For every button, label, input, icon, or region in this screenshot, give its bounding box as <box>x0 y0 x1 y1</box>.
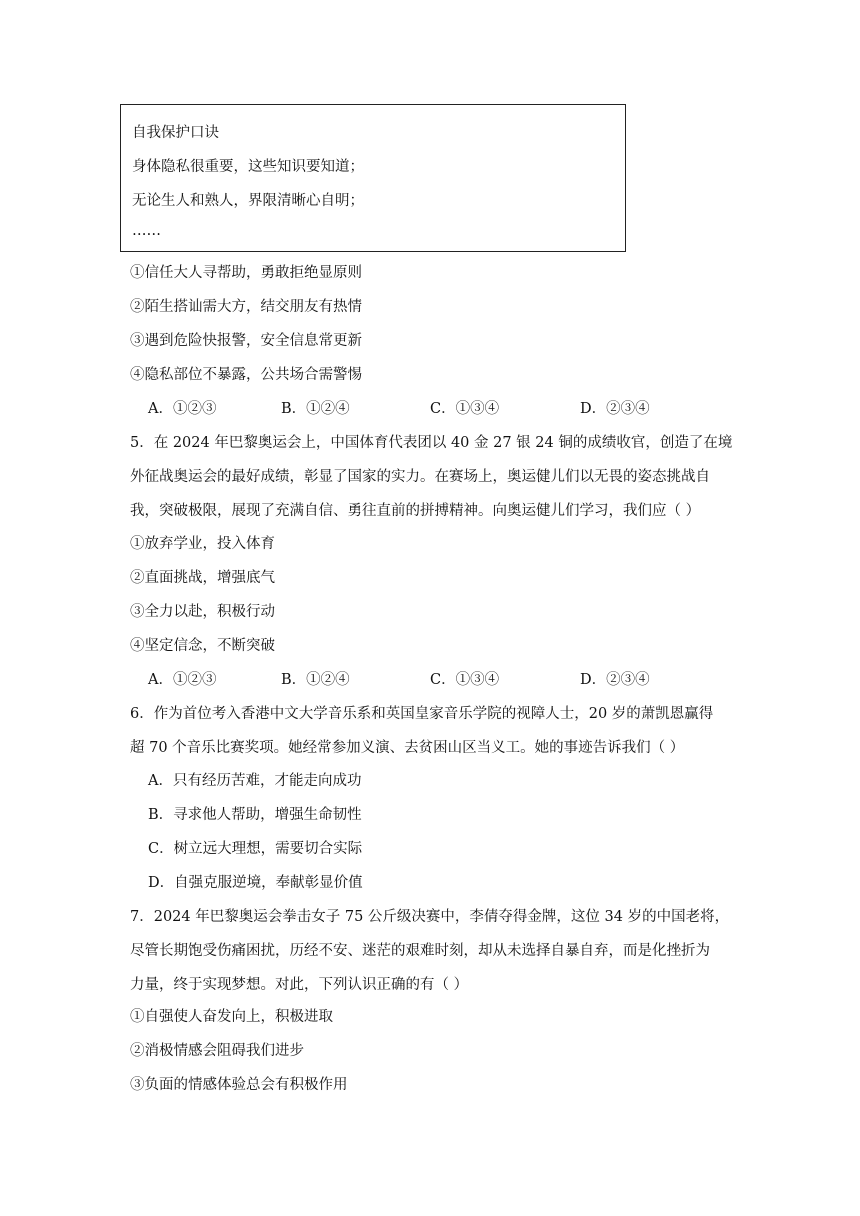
q7-item: ②消极情感会阻碍我们进步 <box>130 1043 304 1059</box>
q4-options <box>148 397 748 417</box>
option-a: A．①②③ <box>148 401 217 417</box>
q4-item: ④隐私部位不暴露，公共场合需警惕 <box>130 367 362 383</box>
q6-stem-line: 6．作为首位考入香港中文大学音乐系和英国皇家音乐学院的视障人士，20 岁的萧凯恩赢得 <box>130 706 714 722</box>
rhyme-title: 自我保护口诀 <box>132 125 219 141</box>
q4-item: ②陌生搭讪需大方，结交朋友有热情 <box>130 299 362 315</box>
q5-options <box>148 668 748 688</box>
q5-stem-line: 外征战奥运会的最好成绩，彰显了国家的实力。在赛场上，奥运健儿们以无畏的姿态挑战自 <box>130 469 710 485</box>
q7-item: ③负面的情感体验总会有积极作用 <box>130 1077 348 1093</box>
q6-option-b: B．寻求他人帮助，增强生命韧性 <box>148 807 362 823</box>
q5-stem-line: 我，突破极限，展现了充满自信、勇往直前的拼搏精神。向奥运健儿们学习，我们应（ ） <box>130 503 701 519</box>
q4-item: ③遇到危险快报警，安全信息常更新 <box>130 333 362 349</box>
q5-item: ④坚定信念，不断突破 <box>130 638 275 654</box>
q6-option-c: C．树立远大理想，需要切合实际 <box>148 841 363 857</box>
q6-option-d: D．自强克服逆境，奉献彰显价值 <box>148 875 363 891</box>
q7-stem-line: 力量，终于实现梦想。对此，下列认识正确的有（ ） <box>130 977 469 993</box>
rhyme-line: 身体隐私很重要，这些知识要知道； <box>132 159 364 175</box>
rhyme-line: …… <box>132 223 161 239</box>
q7-stem-line: 7．2024 年巴黎奥运会拳击女子 75 公斤级决赛中，李倩夺得金牌，这位 34 岁的中国老将， <box>130 909 730 925</box>
option-b: B．①②④ <box>281 401 350 417</box>
option-b: B．①②④ <box>281 672 350 688</box>
self-protection-rhyme-box <box>120 104 626 252</box>
option-d: D．②③④ <box>580 401 650 417</box>
option-d: D．②③④ <box>580 672 650 688</box>
option-c: C．①③④ <box>430 401 500 417</box>
option-a: A．①②③ <box>148 672 217 688</box>
q4-item: ①信任大人寻帮助，勇敢拒绝显原则 <box>130 265 362 281</box>
q5-item: ①放弃学业，投入体育 <box>130 536 275 552</box>
q7-item: ①自强使人奋发向上，积极进取 <box>130 1009 333 1025</box>
q5-item: ③全力以赴，积极行动 <box>130 604 275 620</box>
q6-stem-line: 超 70 个音乐比赛奖项。她经常参加义演、去贫困山区当义工。她的事迹告诉我们（ ） <box>130 740 685 756</box>
rhyme-line: 无论生人和熟人，界限清晰心自明； <box>132 193 364 209</box>
option-c: C．①③④ <box>430 672 500 688</box>
q5-item: ②直面挑战，增强底气 <box>130 570 275 586</box>
q6-option-a: A．只有经历苦难，才能走向成功 <box>148 773 362 789</box>
q7-stem-line: 尽管长期饱受伤痛困扰，历经不安、迷茫的艰难时刻，却从未选择自暴自弃，而是化挫折为 <box>130 943 710 959</box>
q5-stem-line: 5．在 2024 年巴黎奥运会上，中国体育代表团以 40 金 27 银 24 铜的成绩收官，创造了在境 <box>130 435 733 451</box>
